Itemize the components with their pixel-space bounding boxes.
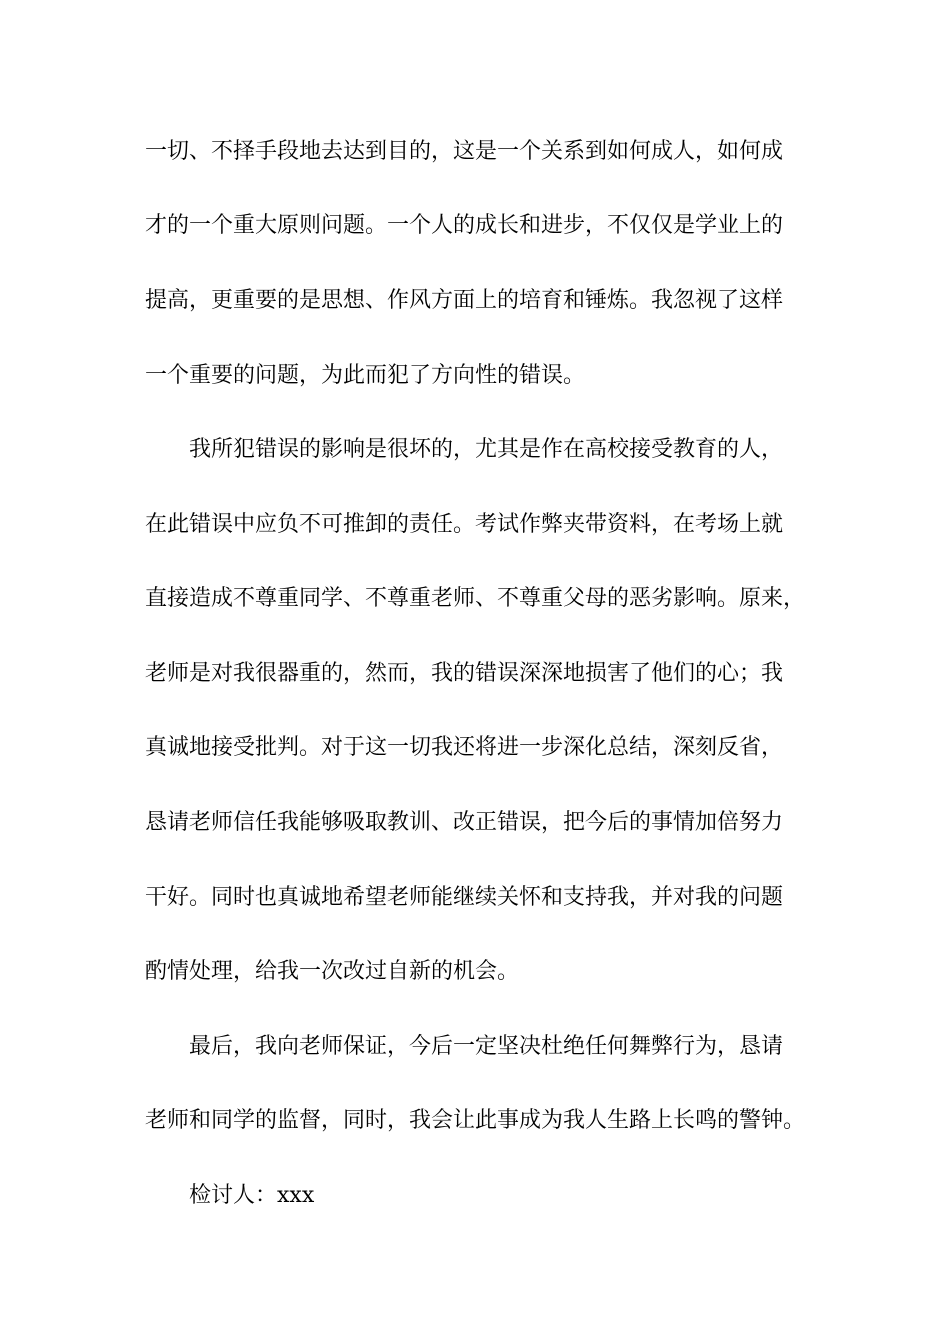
- text-line: 酌情处理，给我一次改过自新的机会。: [145, 959, 520, 984]
- text-line: 一切、不择手段地去达到目的，这是一个关系到如何成人，如何成: [145, 139, 784, 164]
- text-line: 才的一个重大原则问题。一个人的成长和进步，不仅仅是学业上的: [145, 213, 784, 238]
- text-line: 一个重要的问题，为此而犯了方向性的错误。: [145, 363, 586, 388]
- text-line: 恳请老师信任我能够吸取教训、改正错误，把今后的事情加倍努力: [145, 810, 784, 835]
- text-line: 老师和同学的监督，同时，我会让此事成为我人生路上长鸣的警钟。: [145, 1108, 806, 1133]
- signature-line: 检讨人：xxx: [189, 1183, 315, 1208]
- paragraph-first-line: 最后，我向老师保证，今后一定坚决杜绝任何舞弊行为，恳请: [189, 1034, 784, 1059]
- text-line: 老师是对我很器重的，然而，我的错误深深地损害了他们的心；我: [145, 661, 784, 686]
- text-line: 在此错误中应负不可推卸的责任。考试作弊夹带资料，在考场上就: [145, 512, 784, 537]
- text-line: 提高，更重要的是思想、作风方面上的培育和锤炼。我忽视了这样: [145, 288, 784, 313]
- text-line: 直接造成不尊重同学、不尊重老师、不尊重父母的恶劣影响。原来，: [145, 586, 806, 611]
- text-line: 干好。同时也真诚地希望老师能继续关怀和支持我，并对我的问题: [145, 885, 784, 910]
- text-line: 真诚地接受批判。对于这一切我还将进一步深化总结，深刻反省，: [145, 735, 784, 760]
- paragraph-first-line: 我所犯错误的影响是很坏的，尤其是作在高校接受教育的人，: [189, 437, 784, 462]
